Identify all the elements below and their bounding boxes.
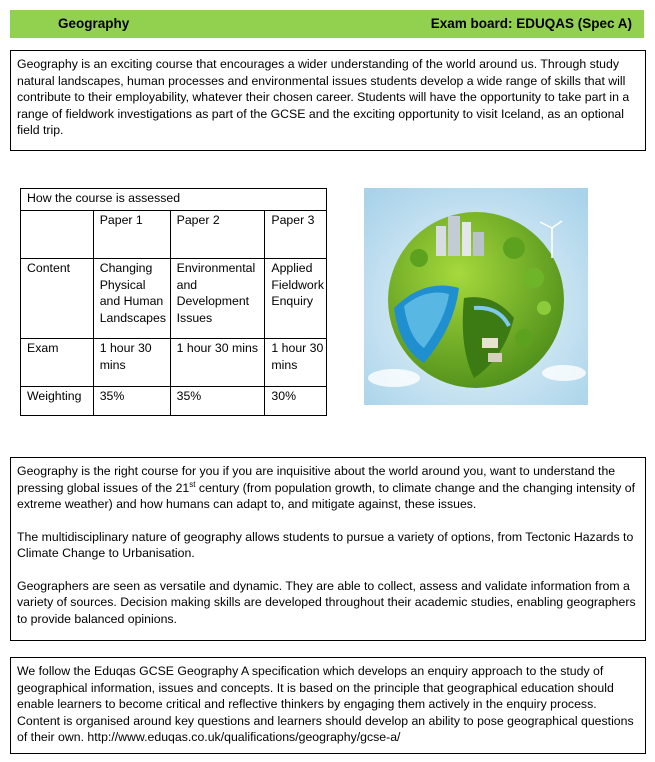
column-header: Paper 3	[265, 211, 327, 259]
assessment-table	[20, 188, 327, 416]
why-text-part: Geography is the right course for you if you are inquisitive about the world around you, want to understand the pressing global issues of the 21	[17, 464, 616, 495]
why-geography-box	[10, 457, 646, 641]
intro-box	[10, 50, 646, 151]
why-paragraph-1	[17, 463, 639, 513]
table-cell: Environmental and Development Issues	[170, 259, 265, 339]
row-label: Content	[21, 259, 94, 339]
column-header: Paper 1	[93, 211, 170, 259]
row-label: Weighting	[21, 387, 94, 416]
table-cell: 1 hour 30 mins	[93, 339, 170, 387]
table-cell: 1 hour 30 mins	[170, 339, 265, 387]
why-paragraph-3: Geographers are seen as versatile and dynamic. They are able to collect, assess and validate information from a variety of sources. Decision making skills are developed throughout their academic studies, enabling geographers to provide balanced opinions.	[17, 578, 636, 626]
table-corner-cell	[21, 211, 94, 259]
specification-box	[10, 657, 646, 754]
header-bar	[10, 10, 644, 38]
table-cell: Applied Fieldwork Enquiry	[265, 259, 327, 339]
table-cell: 35%	[170, 387, 265, 416]
table-cell: 1 hour 30 mins	[265, 339, 327, 387]
green-globe-illustration	[364, 188, 588, 405]
exam-board-label: Exam board: EDUQAS (Spec A)	[430, 16, 632, 31]
specification-text: We follow the Eduqas GCSE Geography A specification which develops an enquiry approach to the study of geographical information, issues and concepts. It is based on the principle that geographical education should enable learners to become critical and reflective thinkers by engaging them actively in the enquiry process. Content is organised around key questions and learners should develop an ability to pose geographical questions of their own. http://www.eduqas.co.uk/qualifications/geography/gcse-a/	[17, 664, 634, 744]
table-cell: Changing Physical and Human Landscapes	[93, 259, 170, 339]
table-cell: 35%	[93, 387, 170, 416]
row-label: Exam	[21, 339, 94, 387]
why-paragraph-2: The multidisciplinary nature of geography allows students to pursue a variety of options, from Tectonic Hazards to Climate Change to Urbanisation.	[17, 529, 634, 560]
why-text-part: century (from population growth, to climate change and the changing intensity of extreme weather) and how humans can adapt to, and mitigate against, these issues.	[17, 480, 636, 511]
intro-text: Geography is an exciting course that encourages a wider understanding of the world around us. Through study natural landscapes, human processes and environmental issues students develop a wide range of skills that will contribute to their employability, whatever their chosen career. Students will have the opportunity to take part in a range of fieldwork investigations as part of the GCSE and the exciting opportunity to visit Iceland, as an optional field trip.	[17, 57, 630, 137]
superscript-ordinal: st	[189, 479, 196, 489]
column-header: Paper 2	[170, 211, 265, 259]
assessment-caption: How the course is assessed	[21, 189, 327, 211]
table-cell: 30%	[265, 387, 327, 416]
subject-title: Geography	[58, 16, 130, 31]
